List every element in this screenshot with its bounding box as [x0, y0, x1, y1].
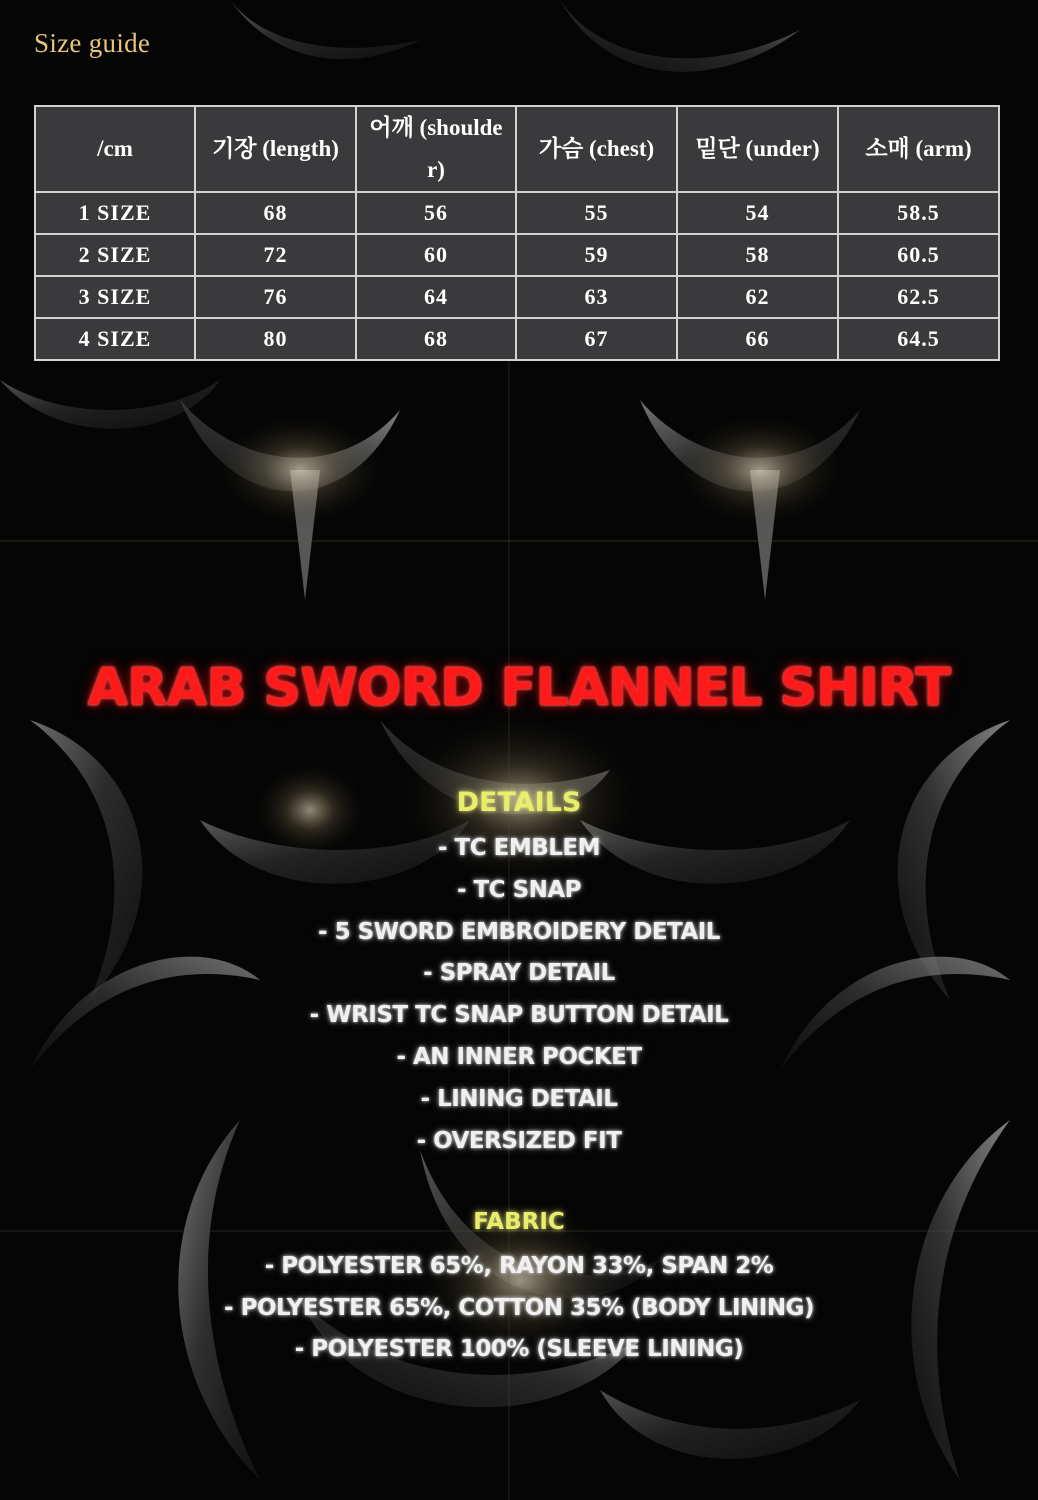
header-chest: 가슴 (chest) [516, 106, 677, 192]
chest-cell: 63 [516, 276, 677, 318]
size-guide-title: Size guide [34, 28, 151, 58]
table-row [35, 192, 999, 234]
arm-cell: 62.5 [838, 276, 999, 318]
chest-cell: 59 [516, 234, 677, 276]
size-label: 4 SIZE [35, 318, 195, 360]
header-arm: 소매 (arm) [838, 106, 999, 192]
length-cell: 68 [195, 192, 356, 234]
shoulder-cell: 56 [356, 192, 516, 234]
under-cell: 54 [677, 192, 838, 234]
length-cell: 76 [195, 276, 356, 318]
list-item: - AN INNER POCKET [396, 1043, 642, 1070]
table-row [35, 276, 999, 318]
list-item: - SPRAY DETAIL [423, 960, 615, 987]
chest-cell: 67 [516, 318, 677, 360]
list-item: - LINING DETAIL [420, 1085, 618, 1112]
list-item: - POLYESTER 65%, RAYON 33%, SPAN 2% [264, 1253, 774, 1279]
header-unit: /cm [35, 106, 195, 192]
under-cell: 62 [677, 276, 838, 318]
table-row [35, 234, 999, 276]
table-row [35, 318, 999, 360]
length-cell: 72 [195, 234, 356, 276]
header-under: 밑단 (under) [677, 106, 838, 192]
shoulder-cell: 60 [356, 234, 516, 276]
list-item: - WRIST TC SNAP BUTTON DETAIL [309, 1002, 729, 1029]
list-item: - OVERSIZED FIT [416, 1127, 622, 1154]
arm-cell: 58.5 [838, 192, 999, 234]
under-cell: 66 [677, 318, 838, 360]
size-label: 3 SIZE [35, 276, 195, 318]
shoulder-cell: 68 [356, 318, 516, 360]
size-table [34, 105, 1000, 361]
details-heading: DETAILS [456, 787, 582, 818]
under-cell: 58 [677, 234, 838, 276]
arm-cell: 60.5 [838, 234, 999, 276]
product-title: ARAB SWORD FLANNEL SHIRT [87, 658, 951, 718]
arm-cell: 64.5 [838, 318, 999, 360]
length-cell: 80 [195, 318, 356, 360]
list-item: - POLYESTER 65%, COTTON 35% (BODY LINING) [224, 1294, 814, 1321]
header-length: 기장 (length) [195, 106, 356, 192]
fabric-heading: FABRIC [473, 1209, 565, 1235]
size-table-header-row [35, 106, 999, 192]
list-item: - 5 SWORD EMBROIDERY DETAIL [318, 918, 720, 945]
list-item: - TC EMBLEM [437, 835, 600, 861]
chest-cell: 55 [516, 192, 677, 234]
size-label: 1 SIZE [35, 192, 195, 234]
shoulder-cell: 64 [356, 276, 516, 318]
size-label: 2 SIZE [35, 234, 195, 276]
list-item: - POLYESTER 100% (SLEEVE LINING) [294, 1336, 744, 1362]
details-list [0, 832, 1038, 1166]
header-shoulder: 어깨 (shoulder) [356, 106, 516, 192]
list-item: - TC SNAP [456, 876, 582, 903]
fabric-list [0, 1250, 1038, 1375]
